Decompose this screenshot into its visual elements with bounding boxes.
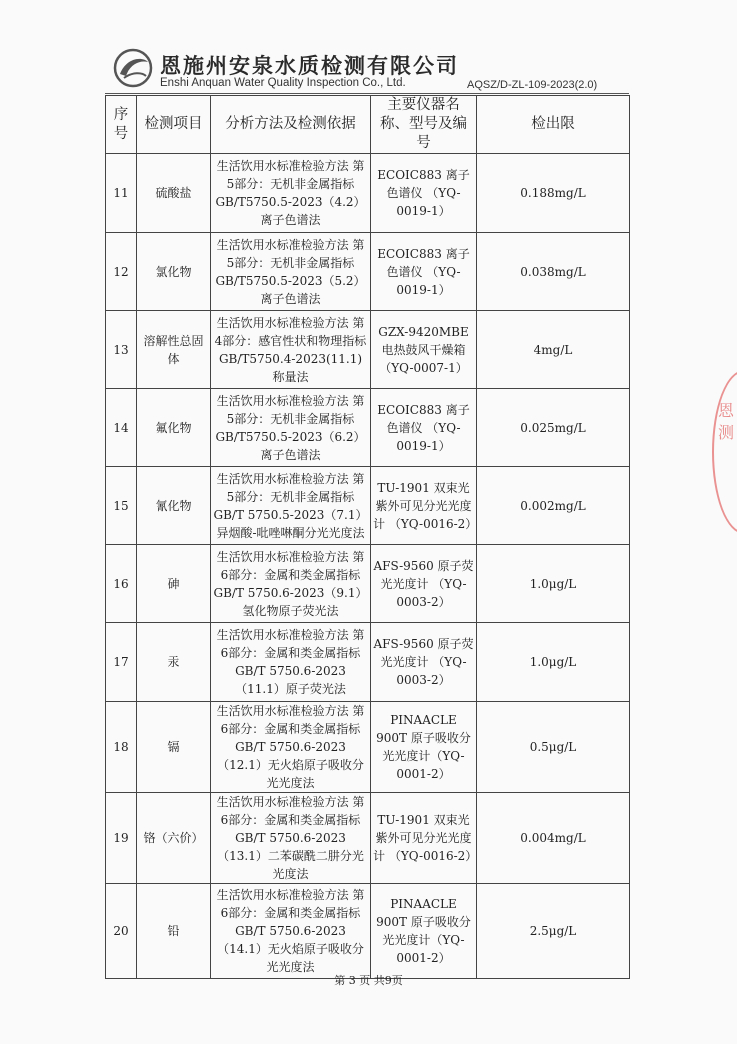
row-limit: 2.5μg/L [477,884,630,979]
header-divider [105,93,629,94]
row-no: 20 [106,884,137,979]
row-limit: 1.0μg/L [477,545,630,623]
inspection-method-table [105,95,630,979]
document-code: AQSZ/D-ZL-109-2023(2.0) [467,79,598,91]
row-method: 生活饮用水标准检验方法 第5部分：无机非金属指标 GB/T5750.5-2023（4.2）离子色谱法 [211,154,371,233]
col-header-item: 检测项目 [137,96,211,154]
row-method: 生活饮用水标准检验方法 第6部分：金属和类金属指标 GB/T 5750.6-2023（14.1）无火焰原子吸收分光光度法 [211,884,371,979]
row-item: 铬（六价） [137,793,211,884]
row-limit: 0.5μg/L [477,702,630,793]
row-limit: 0.004mg/L [477,793,630,884]
table-row [106,233,630,311]
company-name-cn: 恩施州安泉水质检测有限公司 [160,53,459,78]
row-instrument: ECOIC883 离子色谱仪 （YQ-0019-1） [371,233,477,311]
table-row [106,623,630,702]
row-method: 生活饮用水标准检验方法 第5部分：无机非金属指标 GB/T5750.5-2023（5.2）离子色谱法 [211,233,371,311]
row-no: 19 [106,793,137,884]
row-instrument: GZX-9420MBE 电热鼓风干燥箱 （YQ-0007-1） [371,311,477,389]
row-method: 生活饮用水标准检验方法 第5部分：无机非金属指标 GB/T 5750.5-2023（7.1）异烟酸-吡唑啉酮分光光度法 [211,467,371,545]
row-method: 生活饮用水标准检验方法 第4部分：感官性状和物理指标 GB/T5750.4-2023(11.1) 称量法 [211,311,371,389]
col-header-instrument: 主要仪器名称、型号及编号 [371,96,477,154]
row-no: 16 [106,545,137,623]
row-item: 汞 [137,623,211,702]
company-logo [112,48,154,88]
table-row [106,884,630,979]
row-limit: 0.025mg/L [477,389,630,467]
page-number: 第 3 页 共9页 [334,974,403,987]
row-item: 铅 [137,884,211,979]
row-instrument: ECOIC883 离子色谱仪 （YQ-0019-1） [371,389,477,467]
row-instrument: ECOIC883 离子色谱仪 （YQ-0019-1） [371,154,477,233]
stamp-text: 恩测 [718,401,735,442]
row-no: 13 [106,311,137,389]
row-instrument: AFS-9560 原子荧光光度计 （YQ-0003-2） [371,623,477,702]
table-row [106,702,630,793]
table-row [106,154,630,233]
row-item: 镉 [137,702,211,793]
red-seal-stamp [712,370,737,534]
row-instrument: PINAACLE 900T 原子吸收分光光度计（YQ-0001-2） [371,702,477,793]
row-no: 18 [106,702,137,793]
row-instrument: PINAACLE 900T 原子吸收分光光度计（YQ-0001-2） [371,884,477,979]
row-instrument: AFS-9560 原子荧光光度计 （YQ-0003-2） [371,545,477,623]
table-row [106,389,630,467]
company-name-en: Enshi Anquan Water Quality Inspection Co., Ltd. [160,77,406,89]
row-no: 14 [106,389,137,467]
row-method: 生活饮用水标准检验方法 第6部分：金属和类金属指标 GB/T 5750.6-2023（11.1）原子荧光法 [211,623,371,702]
row-limit: 1.0μg/L [477,623,630,702]
row-limit: 0.002mg/L [477,467,630,545]
row-item: 氰化物 [137,467,211,545]
table-row [106,545,630,623]
row-item: 溶解性总固体 [137,311,211,389]
row-no: 11 [106,154,137,233]
row-limit: 4mg/L [477,311,630,389]
table-row [106,311,630,389]
row-item: 砷 [137,545,211,623]
row-method: 生活饮用水标准检验方法 第6部分：金属和类金属指标 GB/T 5750.6-2023（12.1）无火焰原子吸收分光光度法 [211,702,371,793]
row-method: 生活饮用水标准检验方法 第5部分：无机非金属指标 GB/T5750.5-2023（6.2）离子色谱法 [211,389,371,467]
row-no: 12 [106,233,137,311]
row-limit: 0.188mg/L [477,154,630,233]
row-limit: 0.038mg/L [477,233,630,311]
row-method: 生活饮用水标准检验方法 第6部分：金属和类金属指标 GB/T 5750.6-2023（9.1）氢化物原子荧光法 [211,545,371,623]
row-no: 15 [106,467,137,545]
row-instrument: TU-1901 双束光紫外可见分光光度计 （YQ-0016-2） [371,793,477,884]
row-instrument: TU-1901 双束光紫外可见分光光度计 （YQ-0016-2） [371,467,477,545]
row-no: 17 [106,623,137,702]
table-row [106,793,630,884]
row-item: 氟化物 [137,389,211,467]
row-item: 硫酸盐 [137,154,211,233]
col-header-no: 序号 [106,96,137,154]
table-header-row [106,96,630,154]
table-row [106,467,630,545]
col-header-method: 分析方法及检测依据 [211,96,371,154]
col-header-limit: 检出限 [477,96,630,154]
row-item: 氯化物 [137,233,211,311]
row-method: 生活饮用水标准检验方法 第6部分：金属和类金属指标 GB/T 5750.6-2023（13.1）二苯碳酰二肼分光光度法 [211,793,371,884]
